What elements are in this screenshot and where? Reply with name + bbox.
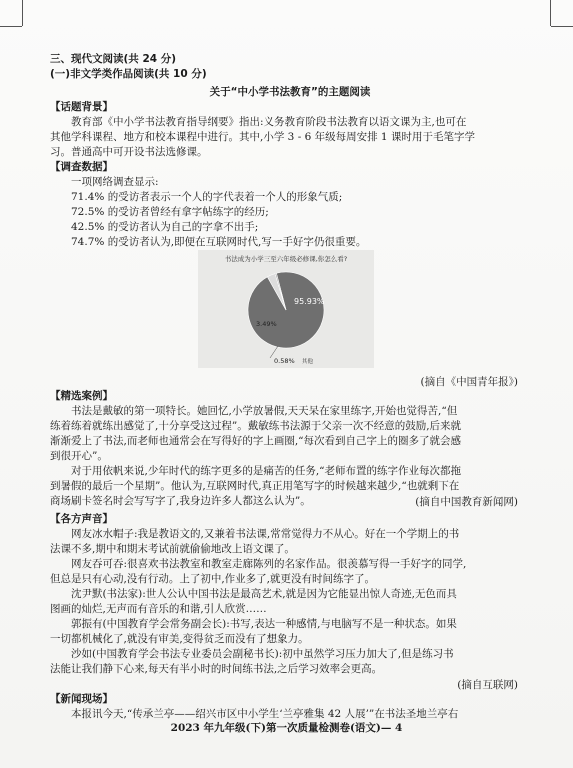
voices-tag: 【各方声音】 bbox=[50, 513, 113, 525]
voice-line: 法课不多,期中和期末考试前就偷偷地改上语文课了。 bbox=[50, 543, 295, 555]
background-line: 其他学科课程、地方和校本课程中进行。其中,小学 3 - 6 年级每周安排 1 课时用于毛笔字学 bbox=[50, 131, 475, 143]
voice-line: 法能让我们静下心来,每天有半小时的时间练书法,之后学习效率会更高。 bbox=[50, 663, 383, 675]
survey-item: 42.5% 的受访者认为自己的字拿不出手; bbox=[71, 221, 259, 233]
survey-tag: 【调查数据】 bbox=[50, 161, 113, 173]
pie-slice-label: 95.93% bbox=[294, 297, 325, 306]
case-line: 到暑假的最后一个星期”。他认为,互联网时代,真正用笔写字的时候越来越少,“也就剩下在 bbox=[50, 480, 460, 492]
crop-mark bbox=[550, 0, 551, 26]
survey-item: 74.7% 的受访者认为,即便在互联网时代,写一手好字仍很重要。 bbox=[71, 236, 367, 248]
voice-line: 但总是只有心动,没有行动。上了初中,作业多了,就更没有时间练字了。 bbox=[50, 573, 376, 585]
survey-pie-chart bbox=[198, 250, 374, 368]
crop-mark bbox=[0, 26, 22, 27]
survey-source: (摘自《中国青年报》) bbox=[420, 376, 518, 388]
background-tag: 【话题背景】 bbox=[50, 101, 113, 113]
cases-source: (摘自中国教育新闻网) bbox=[415, 496, 518, 508]
survey-item: 72.5% 的受访者曾经有拿字帖练字的经历; bbox=[71, 206, 269, 218]
case-line: 渐渐爱上了书法,而老师也通常会在写得好的字上画圈,“每次看到自己字上的圈多了就会感 bbox=[50, 435, 462, 447]
case-line: 到很开心”。 bbox=[50, 450, 108, 462]
background-line: 教育部《中小学书法教育指导纲要》指出:义务教育阶段书法教育以语文课为主,也可在 bbox=[71, 116, 467, 128]
case-line: 对于用依帆来说,少年时代的练字更多的是痛苦的任务,“老师布置的练字作业每次都拖 bbox=[71, 465, 462, 477]
news-line: 本报讯今天,“传承兰亭——绍兴市区中小学生‘兰亭雅集 42 人展’”在书法圣地兰亭右 bbox=[71, 708, 459, 720]
cases-tag: 【精选案例】 bbox=[50, 390, 113, 402]
voice-line: 一切都机械化了,就没有审美,变得贫乏而没有了想象力。 bbox=[50, 633, 309, 645]
survey-item: 71.4% 的受访者表示一个人的字代表着一个人的形象气质; bbox=[71, 191, 343, 203]
crop-mark bbox=[551, 26, 573, 27]
chart-legend-text: 其他 bbox=[302, 359, 314, 365]
background-line: 习。普通高中可开设书法选修课。 bbox=[50, 146, 208, 158]
pie-slice-label: 3.49% bbox=[256, 320, 277, 328]
section-title: 三、现代文阅读(共 24 分) bbox=[50, 53, 177, 65]
voice-line: 郭振有(中国教育学会常务副会长):书写,表达一种感情,与电脑写不是一种状态。如果 bbox=[71, 618, 457, 630]
voices-source: (摘自互联网) bbox=[457, 679, 518, 691]
voice-line: 图画的灿烂,无声而有音乐的和谐,引人欣赏…… bbox=[50, 603, 267, 615]
chart-title: 书法成为小学三至六年级必修课,你怎么看? bbox=[224, 255, 348, 263]
pie-slice-label: 0.58% bbox=[274, 357, 295, 365]
page-footer: 2023 年九年级(下)第一次质量检测卷(语文)— 4 bbox=[170, 722, 403, 734]
case-line: 练着练着就练出感觉了,十分享受这过程”。戴敏练书法源于父亲一次不经意的鼓励,后来就 bbox=[50, 420, 462, 432]
voice-line: 沈尹默(书法家):世人公认中国书法是最高艺术,就是因为它能显出惊人奇迹,无色而具 bbox=[71, 588, 457, 600]
subsection-title: (一)非文学类作品阅读(共 10 分) bbox=[50, 68, 207, 80]
voice-line: 沙如(中国教育学会书法专业委员会副秘书长):初中虽然学习压力加大了,但是练习书 bbox=[71, 648, 454, 660]
case-line: 商场刷卡签名时会写写字了,我身边许多人都这么认为”。 bbox=[50, 495, 311, 507]
news-tag: 【新闻现场】 bbox=[50, 693, 113, 705]
crop-mark bbox=[22, 0, 23, 26]
case-line: 书法是戴敏的第一项特长。她回忆,小学放暑假,天天呆在家里练字,开始也觉得苦,“但 bbox=[71, 405, 458, 417]
topic-title: 关于“中小学书法教育”的主题阅读 bbox=[209, 86, 371, 98]
survey-intro: 一项网络调查显示: bbox=[71, 176, 159, 188]
voice-line: 网友冰水帽子:我是教语文的,又兼着书法课,常常觉得力不从心。好在一个学期上的书 bbox=[71, 528, 460, 540]
voice-line: 网友吞可吞:很喜欢书法教室和教室走廊陈列的名家作品。很羡慕写得一手好字的同学, bbox=[71, 558, 467, 570]
